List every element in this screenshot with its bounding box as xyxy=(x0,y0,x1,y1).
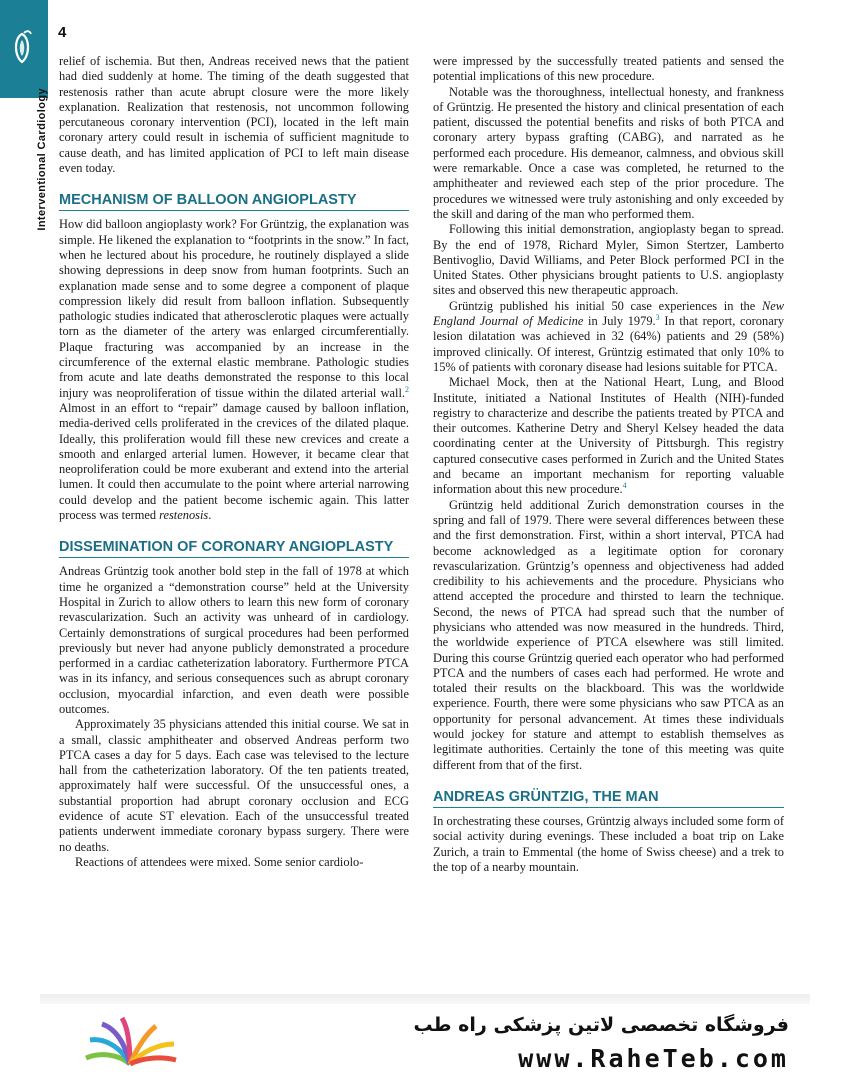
page-bottom-edge xyxy=(40,994,810,1004)
section-heading-mechanism: MECHANISM OF BALLOON ANGIOPLASTY xyxy=(59,192,409,211)
paragraph: Notable was the thoroughness, intellectual honesty, and frankness of Grüntzig. He presented the history and clinical presentation of each patient, discussed the potential benefits and risks of both PTCA and coronary artery bypass grafting (CABG), and narrated as he performed each procedure. His demeanor, calmness, and obvious skill were remarkable. Once a case was completed, he returned to the amphitheater and reviewed each step of the prior procedure. The procedures we witnessed were truly astonishing and only exceeded by the skill and daring of the man who performed them. xyxy=(433,84,784,221)
store-url: www.RaheTeb.com xyxy=(518,1044,789,1073)
open-book-logo-icon xyxy=(80,1014,180,1072)
paragraph: Reactions of attendees were mixed. Some senior cardiolo- xyxy=(75,854,364,869)
page-number: 4 xyxy=(58,24,67,41)
paragraph: were impressed by the successfully treated patients and sensed the potential implications of this new procedure. xyxy=(433,54,784,84)
paragraph: Michael Mock, then at the National Heart, Lung, and Blood Institute, initiated a National Institutes of Health (NIH)-funded registry to characterize and describe the patients treated by PTCA and their outcomes. Katherine Detry and Sheryl Kelsey headed the data coordinating center at the University of Pittsburgh. This registry captured consecutive cases performed in Zurich and the United States and became an important mechanism for reporting valuable information about this new procedure.$^4$ xyxy=(433,375,784,497)
reference-marker: 3 xyxy=(655,312,660,322)
reference-marker: 4 xyxy=(622,481,627,491)
italic-term: restenosis xyxy=(159,508,209,523)
running-head xyxy=(35,88,49,268)
store-footer xyxy=(0,1004,849,1080)
paragraph: How did balloon angioplasty work? For Grüntzig, the explanation was simple. He likened the explanation to “footprints in the snow.” In fact, when he lectured about his procedure, he routinely displayed a slide showing depressions in deep snow from human footprints. Such an explanation made sense and to some degree a component of plaque compression likely did result from balloon inflation. Subsequently pathologic studies indicated that atherosclerotic plaques were actually torn as the diameter of the artery was enlarged circumferentially. Plaque fracturing was accompanied by an increase in the circumference of the external elastic membrane. Pathologic studies from acute and late deaths demonstrated the response to this local injury was neoproliferation of tissue within the dilated arterial wall.$^2$ Almost in an effort to “repair” damage caused by balloon inflation, media-derived cells proliferated in the crevices of the dilated plaque. Ideally, this proliferation would fill these new crevices and create a smooth and enlarged arterial lumen. However, it became clear that neoproliferation could be more exuberant and extend into the arterial lumen. It could then accumulate to the point where arterial narrowing could develop and the patient become ischemic again. This latter process was termed restenosis. xyxy=(59,217,409,523)
chapter-edge-tab xyxy=(0,0,48,98)
paragraph: Following this initial demonstration, angioplasty began to spread. By the end of 1978, Richard Myler, Simon Stertzer, Lamberto Bentivoglio, David Williams, and Peter Block performed PCI in the United States. Other physicians brought patients to U.S. angioplasty sites and observed this new therapeutic approach. xyxy=(433,222,784,298)
paragraph: relief of ischemia. But then, Andreas received news that the patient had died suddenly at home. The timing of the death suggested that restenosis rather than acute abrupt closure were the more likely explanation. Realization that restenosis, not uncommon following percutaneous coronary intervention (PCI), located in the left main coronary artery could result in ischemia of sufficient magnitude to cause death, and has limited application of PCI to left main disease even today. xyxy=(59,54,409,176)
heart-vessel-logo-icon xyxy=(10,28,34,68)
paragraph: Andreas Grüntzig took another bold step in the fall of 1978 at which time he organized a “demonstration course” held at the University Hospital in Zurich to allow others to learn this new form of coronary revascularization. Such an activity was unheard of in cardiology. Certainly demonstrations of surgical procedures had been performed previously but never had anyone publicly demonstrated a procedure performed in a cardiac catheterization laboratory. Furthermore PTCA was in its infancy, and serious consequences such as abrupt coronary occlusion, myocardial infarction, and even death were possible outcomes. xyxy=(59,564,409,716)
section-heading-dissemination: DISSEMINATION OF CORONARY ANGIOPLASTY xyxy=(59,539,409,558)
paragraph: In orchestrating these courses, Grüntzig always included some form of social activity during evenings. These included a boat trip on Lake Zurich, a train to Emmental (the home of Swiss cheese) and a trek to the top of a nearby mountain. xyxy=(433,813,784,874)
left-column xyxy=(59,54,409,870)
section-heading-the-man: ANDREAS GRÜNTZIG, THE MAN xyxy=(433,789,784,808)
store-name: فروشگاه تخصصی لاتین پزشکی راه طب xyxy=(413,1014,789,1036)
paragraph: Approximately 35 physicians attended this initial course. We sat in a small, classic amphitheater and observed Andreas perform two PTCA cases a day for 5 days. Each case was televised to the lecture hall from the catheterization laboratory. Of the ten patients treated, approximately half were successful. Of the unsuccessful ones, a substantial proportion had abrupt coronary occlusion and ECG evidence of acute ST elevation. Each of the unsuccessful treated patients underwent immediate coronary bypass surgery. There were no deaths. xyxy=(59,717,409,854)
paragraph: Grüntzig published his initial 50 case experiences in the New England Journal of Medicine in July 1979.$^3$ In that report, coronary lesion dilatation was achieved in 32 (64%) patients and 29 (58%) improved clinically. Of interest, Grüntzig estimated that only 10% to 15% of patients with coronary disease had lesions suitable for PTCA. xyxy=(433,298,785,374)
reference-marker: 2 xyxy=(405,384,409,394)
journal-title: New England Journal of Medicine xyxy=(433,298,784,329)
running-head-text: Interventional Cardiology xyxy=(36,88,48,231)
right-column xyxy=(433,54,784,875)
paragraph: Grüntzig held additional Zurich demonstration courses in the spring and fall of 1979. There were several differences between these and the first demonstration. First, within a short interval, PTCA had become acknowledged as a legitimate option for coronary revascularization. Grüntzig’s openness and objectiveness had added credibility to his achievements and the procedure. Physicians who attend accepted the procedure and thirsted to learn the technique. Second, the news of PTCA had spread such that the number of physicians who attended was now measured in the hundreds. Third, the worldwide experience of PTCA elsewhere was still limited. During this course Grüntzig queried each operator who had performed PTCA and the numbers of cases each had performed. He wrote and totaled their results on the blackboard. This was the worldwide experience. Fourth, there were some physicians who saw PTCA as an opportunity for personal advancement. At times these individuals would jockey for stature and attempt to establish themselves as legitimate authorities. Certainly the tone of this meeting was quite different from that of the first. xyxy=(433,497,784,772)
